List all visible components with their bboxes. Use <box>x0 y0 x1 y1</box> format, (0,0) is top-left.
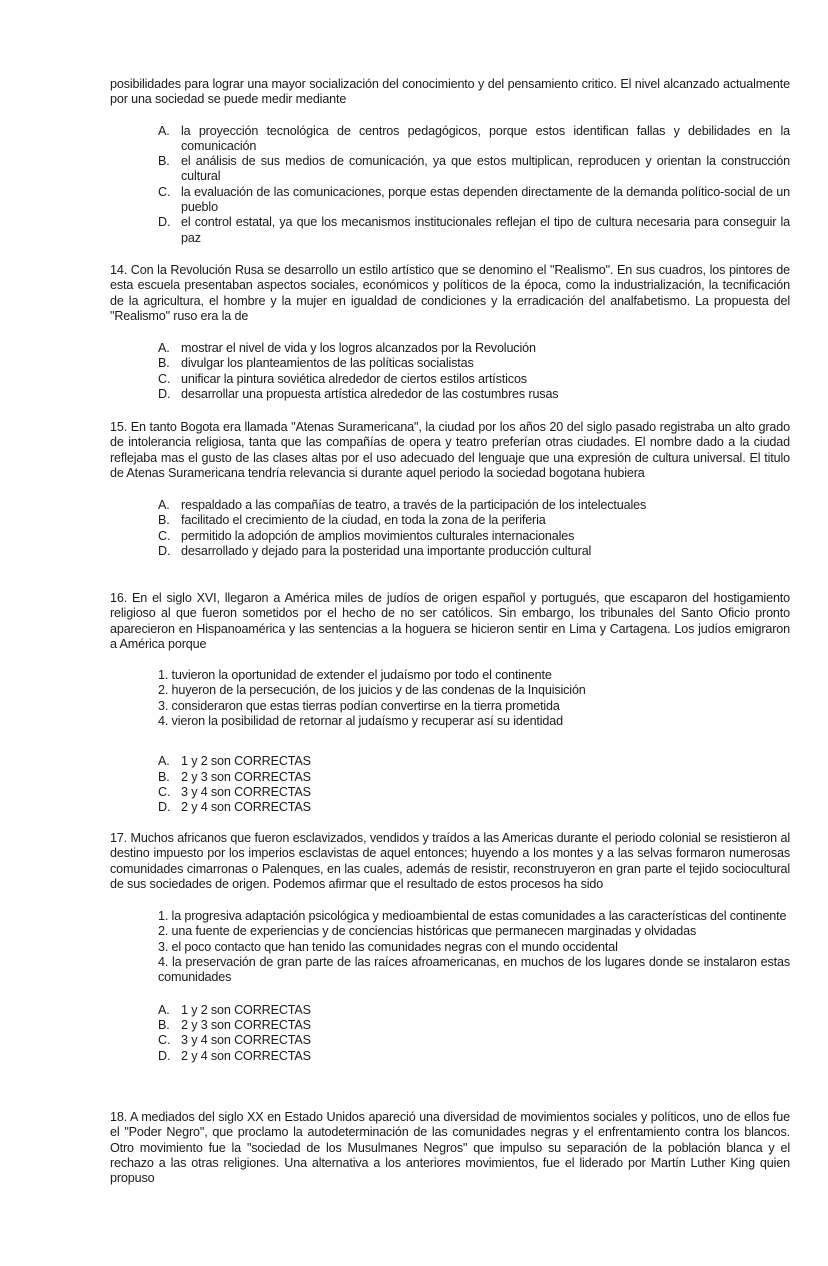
option-c <box>110 372 790 387</box>
option-letter: D. <box>158 387 171 402</box>
option-c <box>110 785 790 800</box>
option-text: respaldado a las compañías de teatro, a través de la participación de los intelectuales <box>181 498 647 513</box>
option-text: 2 y 3 son CORRECTAS <box>181 1017 311 1032</box>
question-text: 16. En el siglo XVI, llegaron a América miles de judíos de origen español y portugués, que escaparon del hostigamiento religioso al que fueron sometidos por el hecho de no ser católicos. Sin embargo, los tribunales del Santo Oficio pronto aparecieron en Hispanoamérica y las sentencias a la hoguera se hicieron sentir en Lima y Cartagena. Los judíos emigraron a América porque <box>110 591 790 651</box>
question-14 <box>110 263 790 402</box>
option-letter: D. <box>158 215 171 230</box>
statement-1: 1. la progresiva adaptación psicológica y medioambiental de estas comunidades a las características del continente <box>158 909 787 924</box>
option-text: desarrollar una propuesta artística alrededor de las costumbres rusas <box>181 387 559 402</box>
option-letter: B. <box>158 356 170 371</box>
option-letter: B. <box>158 154 170 169</box>
option-letter: A. <box>158 754 170 769</box>
option-letter: A. <box>158 498 170 513</box>
option-b <box>110 154 790 185</box>
option-text: mostrar el nivel de vida y los logros alcanzados por la Revolución <box>181 341 536 356</box>
question-text: 15. En tanto Bogota era llamada "Atenas Suramericana", la ciudad por los años 20 del siglo pasado registraba un alto grado de intolerancia religiosa, tanta que las compañías de opera y teatro preferían otras ciudades. El nombre dado a la ciudad reflejaba mas el gusto de las clases altas por el uso adecuado del lenguaje que una expresión de cultura universal. El titulo de Atenas Suramericana tendría relevancia si durante aquel periodo la sociedad bogotana hubiera <box>110 420 790 480</box>
statement-1: 1. tuvieron la oportunidad de extender el judaísmo por todo el continente <box>158 668 552 683</box>
option-letter: C. <box>158 1033 171 1048</box>
option-text: permitido la adopción de amplios movimientos culturales internacionales <box>181 528 575 543</box>
answer-options <box>110 124 790 246</box>
answer-options <box>110 498 790 559</box>
question-text: 14. Con la Revolución Rusa se desarrollo un estilo artístico que se denomino el "Realismo". En sus cuadros, los pintores de esta escuela presentaban aspectos sociales, económicos y políticos de la época, como la industrialización, la tecnificación de la agricultura, el hombre y la mujer en igualdad de condiciones y la erradicación del analfabetismo. La propuesta del "Realismo" ruso era la de <box>110 263 790 323</box>
option-d <box>110 800 790 815</box>
option-text: 3 y 4 son CORRECTAS <box>181 784 311 799</box>
option-d <box>110 387 790 402</box>
statements <box>110 909 790 985</box>
option-a <box>110 1003 790 1018</box>
statement-2: 2. huyeron de la persecución, de los juicios y de las condenas de la Inquisición <box>158 683 586 698</box>
option-text: 2 y 4 son CORRECTAS <box>181 1048 311 1063</box>
statement-3: 3. consideraron que estas tierras podían convertirse en la tierra prometida <box>158 698 560 713</box>
option-text: 2 y 4 son CORRECTAS <box>181 800 311 815</box>
answer-options <box>110 754 790 815</box>
option-d <box>110 215 790 246</box>
option-text: 2 y 3 son CORRECTAS <box>181 769 311 784</box>
option-text: unificar la pintura soviética alrededor de ciertos estilos artísticos <box>181 371 527 386</box>
question-13-continuation <box>110 77 790 246</box>
option-letter: A. <box>158 1002 170 1017</box>
option-letter: D. <box>158 1048 171 1063</box>
option-a <box>110 754 790 769</box>
option-text: la proyección tecnológica de centros pedagógicos, porque estos identifican fallas y debilidades en la comunicación <box>181 123 790 153</box>
option-letter: C. <box>158 784 171 799</box>
statement-4: 4. la preservación de gran parte de las raíces afroamericanas, en muchos de los lugares donde se instalaron estas comunidades <box>158 955 790 985</box>
option-text: facilitado el crecimiento de la ciudad, en toda la zona de la periferia <box>181 513 546 528</box>
option-text: desarrollado y dejado para la posteridad una importante producción cultural <box>181 544 592 559</box>
question-text: 18. A mediados del siglo XX en Estado Unidos apareció una diversidad de movimientos sociales y políticos, uno de ellos fue el "Poder Negro", que proclamo la autodeterminación de las comunidades negras y el enfrentamiento contra los blancos. Otro movimiento fue la "sociedad de los Musulmanes Negros" que impulso su separación de la población blanca y el rechazo a las otras religiones. Una alternativa a los anteriores movimientos, fue el liderado por Martín Luther King quien propuso <box>110 1110 790 1186</box>
question-18 <box>110 1110 790 1186</box>
option-text: la evaluación de las comunicaciones, porque estas dependen directamente de la demanda político-social de un pueblo <box>181 184 790 215</box>
option-letter: C. <box>158 371 171 386</box>
statement-3: 3. el poco contacto que han tenido las comunidades negras con el mundo occidental <box>158 939 618 954</box>
option-a <box>110 341 790 356</box>
option-b <box>110 356 790 371</box>
question-text: 17. Muchos africanos que fueron esclavizados, vendidos y traídos a las Americas durante el periodo colonial se resistieron al destino impuesto por los imperios esclavistas de aquel entonces; huyendo a los montes y a las selvas formaron numerosas comunidades cimarronas o Palenques, en las cuales, además de resistir, reconstruyeron en gran parte el tejido sociocultural de sus sociedades de origen. Podemos afirmar que el resultado de estos procesos ha sido <box>110 831 790 891</box>
option-text: 3 y 4 son CORRECTAS <box>181 1033 311 1048</box>
question-17 <box>110 831 790 1064</box>
answer-options <box>110 1003 790 1064</box>
option-b <box>110 770 790 785</box>
statement-2: 2. una fuente de experiencias y de conciencias históricas que permanecen marginadas y olvidadas <box>158 924 697 939</box>
question-text: posibilidades para lograr una mayor socialización del conocimiento y del pensamiento critico. El nivel alcanzado actualmente por una sociedad se puede medir mediante <box>110 77 790 107</box>
option-text: 1 y 2 son CORRECTAS <box>181 1002 311 1017</box>
option-text: divulgar los planteamientos de las políticas socialistas <box>181 356 474 371</box>
option-letter: D. <box>158 800 171 815</box>
option-c <box>110 1033 790 1048</box>
option-a <box>110 498 790 513</box>
statement-4: 4. vieron la posibilidad de retornar al judaísmo y recuperar así su identidad <box>158 714 563 729</box>
option-text: 1 y 2 son CORRECTAS <box>181 754 311 769</box>
option-letter: B. <box>158 769 170 784</box>
option-letter: B. <box>158 1017 170 1032</box>
answer-options <box>110 341 790 402</box>
option-letter: D. <box>158 544 171 559</box>
option-letter: A. <box>158 341 170 356</box>
option-a <box>110 124 790 155</box>
option-letter: C. <box>158 528 171 543</box>
option-b <box>110 513 790 528</box>
option-letter: C. <box>158 184 171 199</box>
option-letter: A. <box>158 123 170 138</box>
option-c <box>110 185 790 216</box>
option-letter: B. <box>158 513 170 528</box>
option-d <box>110 544 790 559</box>
question-16 <box>110 591 790 816</box>
question-15 <box>110 420 790 559</box>
option-b <box>110 1018 790 1033</box>
statements <box>110 668 790 729</box>
option-text: el control estatal, ya que los mecanismos institucionales reflejan el tipo de cultura necesaria para conseguir la paz <box>181 215 790 245</box>
option-c <box>110 529 790 544</box>
option-d <box>110 1049 790 1064</box>
option-text: el análisis de sus medios de comunicación, ya que estos multiplican, reproducen y orientan la construcción cultural <box>181 154 790 184</box>
